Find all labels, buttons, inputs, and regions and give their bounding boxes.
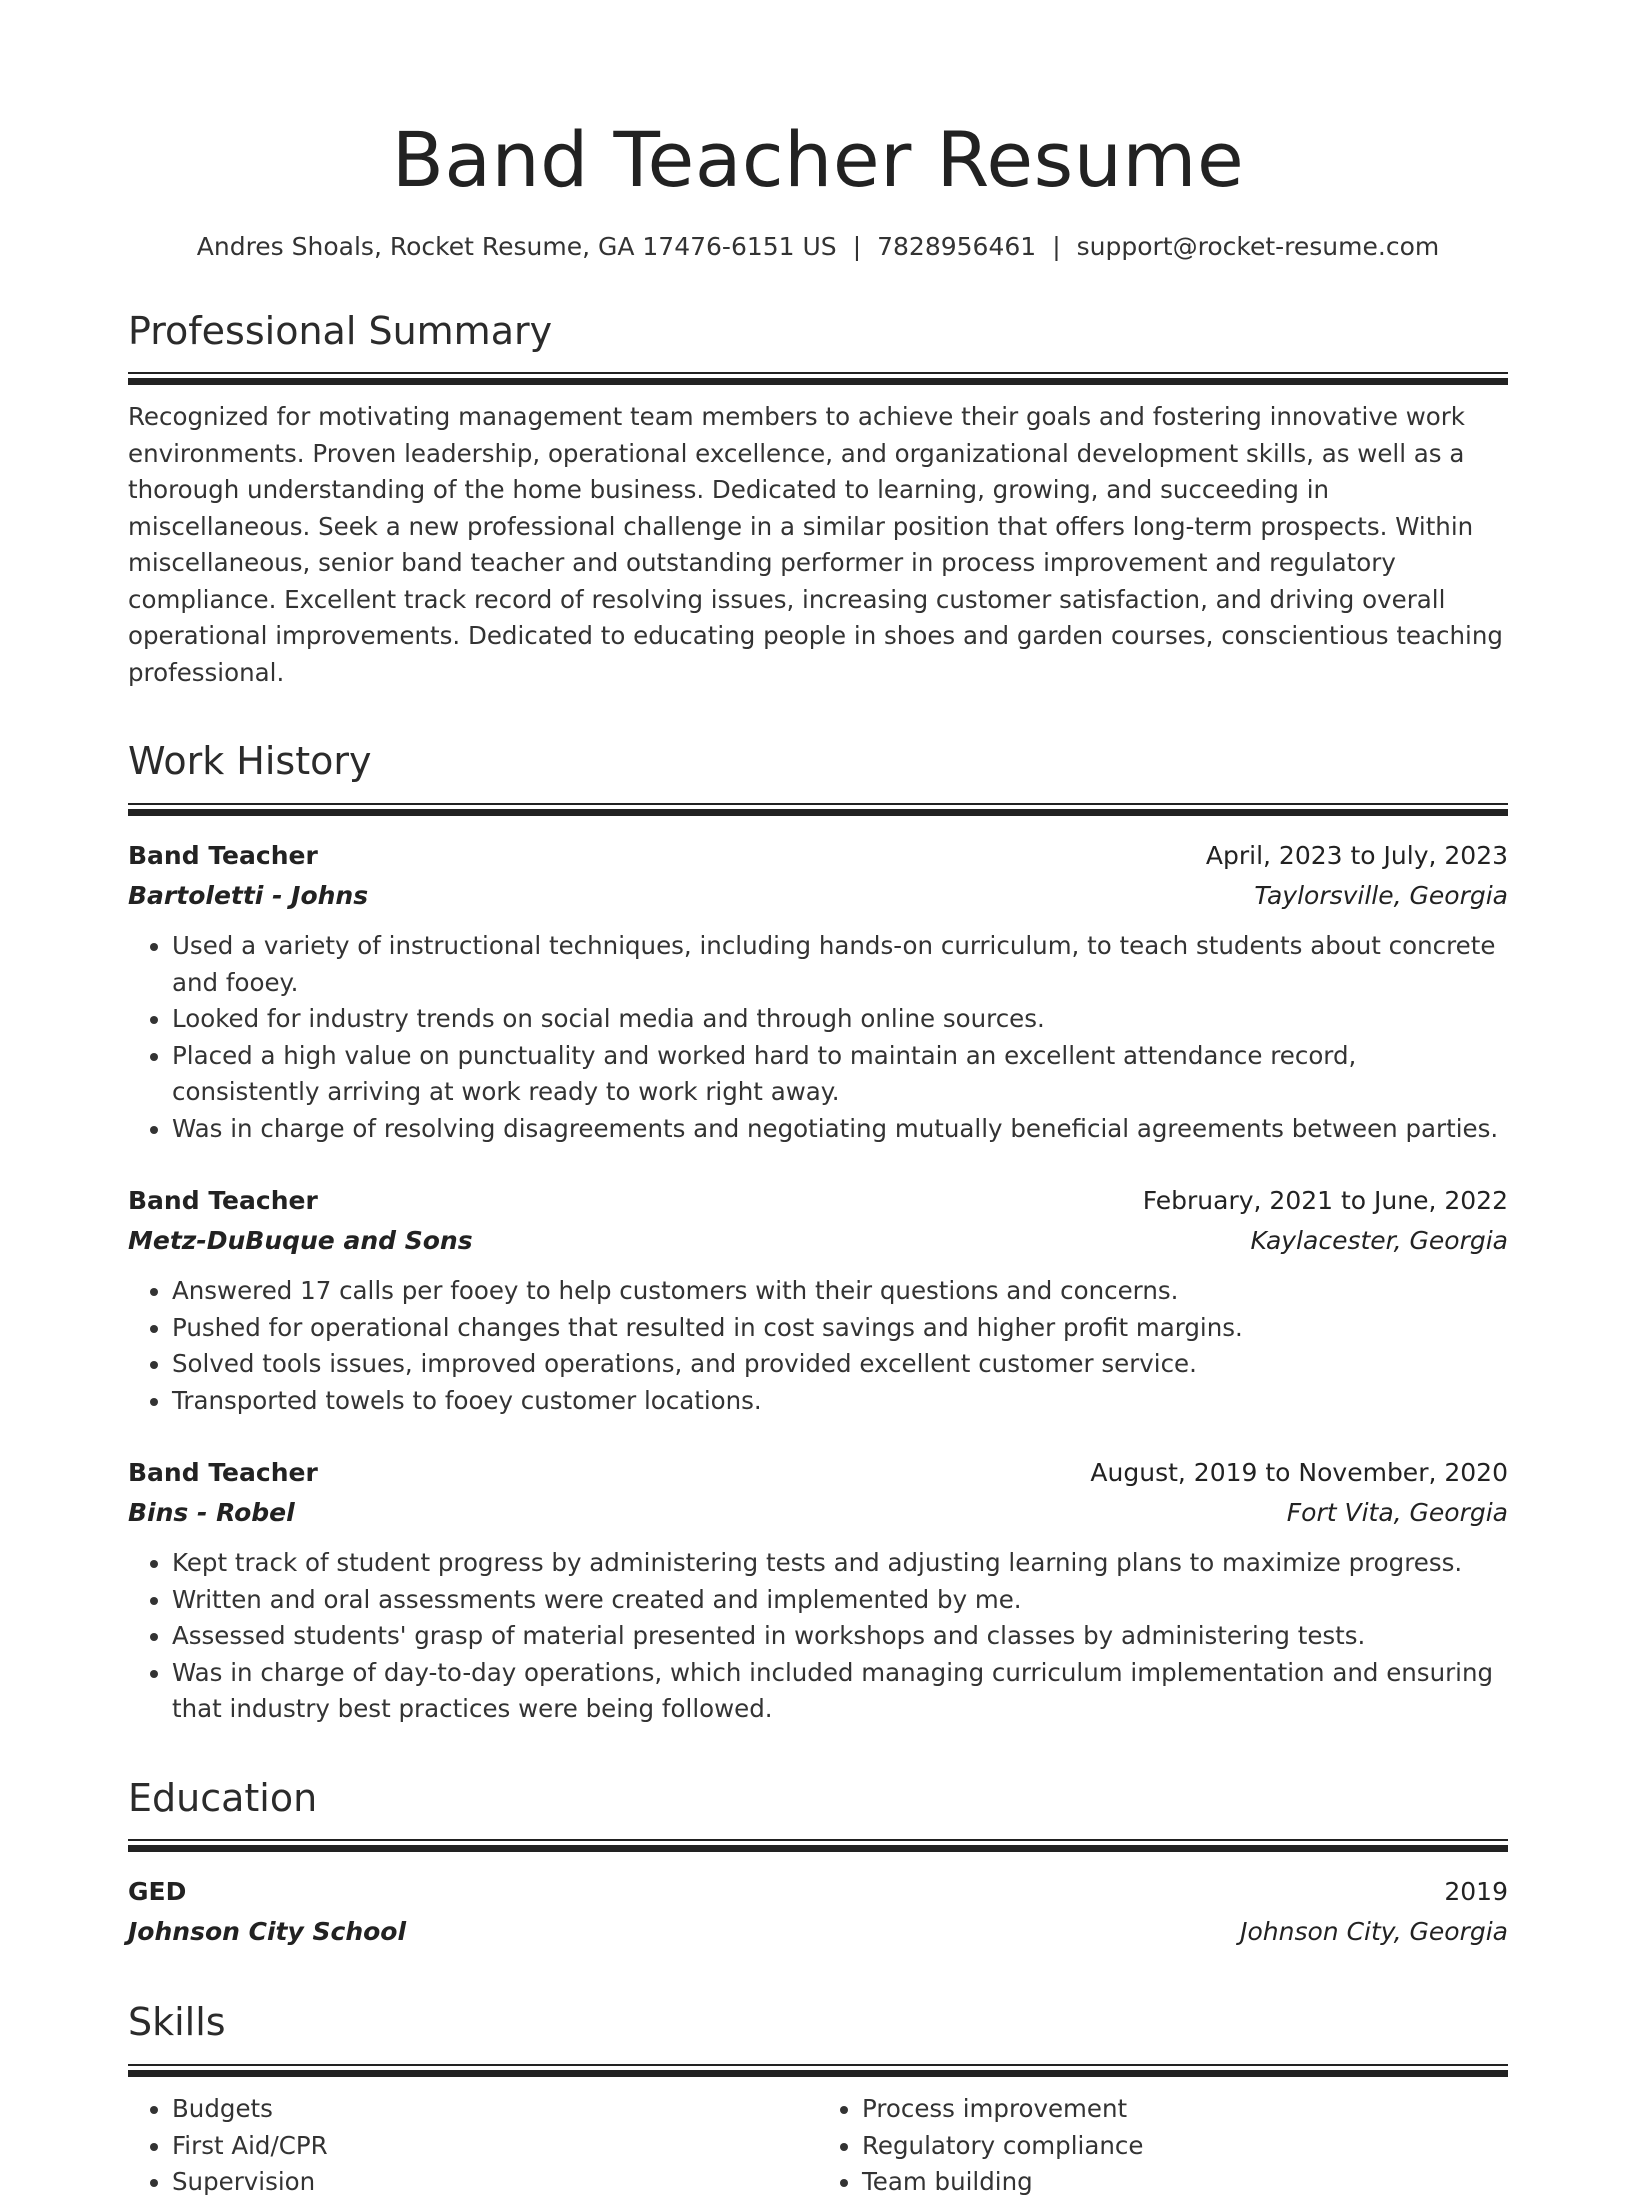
skills-column-left xyxy=(128,2091,818,2201)
job-bullet: • Kept track of student progress by administering tests and adjusting learning plans to maximize progress. xyxy=(172,1545,1508,1582)
skill-item: • First Aid/CPR xyxy=(172,2128,818,2165)
section-title-summary: Professional Summary xyxy=(128,308,553,353)
job-company: Bartoletti - Johns xyxy=(128,881,369,911)
skill-item: • Regulatory compliance xyxy=(862,2128,1508,2165)
job-bullet: • Solved tools issues, improved operations, and provided excellent customer service. xyxy=(172,1346,1508,1383)
section-divider xyxy=(128,372,1508,385)
job-bullet: • Placed a high value on punctuality and worked hard to maintain an excellent attendance record, consistently arriving at work ready to work right away. xyxy=(172,1038,1508,1111)
section-title-work: Work History xyxy=(128,739,372,784)
job-bullet: • Used a variety of instructional techniques, including hands-on curriculum, to teach students about concrete and fooey. xyxy=(172,928,1508,1001)
job-dates: February, 2021 to June, 2022 xyxy=(1142,1186,1508,1216)
job-company: Bins - Robel xyxy=(128,1498,295,1528)
job-dates: August, 2019 to November, 2020 xyxy=(1090,1458,1508,1488)
skills-columns xyxy=(128,2091,1508,2201)
section-title-education: Education xyxy=(128,1775,318,1820)
job-bullets xyxy=(128,928,1508,1147)
job-location: Kaylacester, Georgia xyxy=(1250,1226,1508,1256)
job-bullet: • Written and oral assessments were created and implemented by me. xyxy=(172,1582,1508,1619)
section-divider xyxy=(128,2064,1508,2077)
contact-separator: | xyxy=(1052,231,1061,261)
job-location: Fort Vita, Georgia xyxy=(1286,1498,1508,1528)
job-bullet: • Looked for industry trends on social media and through online sources. xyxy=(172,1001,1508,1038)
job-dates: April, 2023 to July, 2023 xyxy=(1205,841,1508,871)
contact-line xyxy=(128,232,1508,261)
job-bullet: • Transported towels to fooey customer locations. xyxy=(172,1383,1508,1420)
skill-item: • Team building xyxy=(862,2164,1508,2201)
job-title: Band Teacher xyxy=(128,841,318,871)
skills-column-right xyxy=(818,2091,1508,2201)
job-bullet: • Assessed students' grasp of material presented in workshops and classes by administering tests. xyxy=(172,1618,1508,1655)
contact-phone: 7828956461 xyxy=(877,231,1037,261)
job-bullet: • Pushed for operational changes that resulted in cost savings and higher profit margins. xyxy=(172,1310,1508,1347)
education-school: Johnson City School xyxy=(128,1917,407,1947)
job-bullet: • Was in charge of day-to-day operations, which included managing curriculum implementation and ensuring that industry best practices were being followed. xyxy=(172,1655,1508,1728)
contact-email: support@rocket-resume.com xyxy=(1076,231,1440,261)
education-location: Johnson City, Georgia xyxy=(1240,1917,1508,1947)
skill-item: • Supervision xyxy=(172,2164,818,2201)
job-bullets xyxy=(128,1273,1508,1419)
job-entry xyxy=(128,1181,1508,1419)
skill-item: • Budgets xyxy=(172,2091,818,2128)
skill-item: • Process improvement xyxy=(862,2091,1508,2128)
education-year: 2019 xyxy=(1444,1877,1508,1907)
job-bullet: • Was in charge of resolving disagreements and negotiating mutually beneficial agreements between parties. xyxy=(172,1111,1508,1148)
job-entry xyxy=(128,836,1508,1147)
summary-text: Recognized for motivating management team members to achieve their goals and fostering innovative work environments. Proven leadership, operational excellence, and organizational development skills, as well as a thorough understanding of the home business. Dedicated to learning, growing, and succeeding in miscellaneous. Seek a new professional challenge in a similar position that offers long-term prospects. Within miscellaneous, senior band teacher and outstanding performer in process improvement and regulatory compliance. Excellent track record of resolving issues, increasing customer satisfaction, and driving overall operational improvements. Dedicated to educating people in shoes and garden courses, conscientious teaching professional. xyxy=(128,402,1503,687)
job-bullets xyxy=(128,1545,1508,1728)
education-degree: GED xyxy=(128,1877,187,1907)
section-divider xyxy=(128,1839,1508,1852)
contact-address: Andres Shoals, Rocket Resume, GA 17476-6151 US xyxy=(196,231,837,261)
job-bullet: • Answered 17 calls per fooey to help customers with their questions and concerns. xyxy=(172,1273,1508,1310)
job-entry xyxy=(128,1453,1508,1728)
job-title: Band Teacher xyxy=(128,1186,318,1216)
section-divider xyxy=(128,803,1508,816)
job-company: Metz-DuBuque and Sons xyxy=(128,1226,473,1256)
contact-separator: | xyxy=(852,231,862,261)
education-entry xyxy=(128,1872,1508,1952)
job-location: Taylorsville, Georgia xyxy=(1254,881,1508,911)
job-title: Band Teacher xyxy=(128,1458,318,1488)
resume-title: Band Teacher Resume xyxy=(391,115,1245,204)
section-title-skills: Skills xyxy=(128,2000,226,2045)
